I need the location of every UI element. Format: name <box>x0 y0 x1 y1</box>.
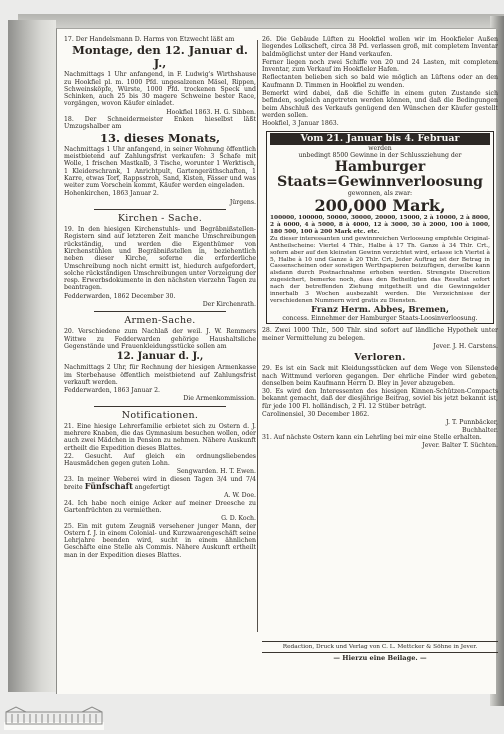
notice-18-date: 13. dieses Monats, <box>99 130 220 145</box>
notice-18-sign2: Jürgens. <box>229 198 256 206</box>
notice-20-date: 12. Januar d. J., <box>116 351 204 363</box>
notice-23-sign: A. W. Doe. <box>224 492 256 500</box>
lottery-werden: werden <box>368 144 392 152</box>
lottery-prizes: 100000, 100000, 50000, 30000, 20000, 15000, 2 à 10000, 2 à 8000, 2 à 6000, 4 à 5000, 8 à 4000, 12 à 3000, 30 à 2000, 100 à 1000, 180 500, 100 à 200 Mark etc. etc. <box>270 215 490 235</box>
lottery-agent: concess. Einnehmer der Hamburger Staats-Loosinverloosung. <box>282 314 478 322</box>
right-column <box>262 36 498 636</box>
lottery-heading-2: Staats=Gewinnverloosung <box>277 173 483 190</box>
book-left-edge <box>8 20 56 692</box>
footer-beilage: — Hierzu eine Beilage. — <box>333 654 427 662</box>
footer-rule <box>262 652 498 653</box>
lottery-banner: Vom 21. Januar bis 4. Februar <box>270 133 490 145</box>
lottery-name: Franz Herm. Abbes, Bremen, <box>311 304 449 315</box>
section-armen: Armen-Sache. <box>124 315 196 327</box>
separator <box>94 209 226 210</box>
page-footer <box>262 640 498 663</box>
notice-31: 31. Auf nächste Ostern kann ein Lehrling bei mir eine Stelle erhalten. <box>262 433 482 441</box>
left-column <box>64 36 256 636</box>
notice-26: 26. Die Gebäude Lüften zu Hookfiel wollen wir im Hookfieler Außen liegendes Lolkscheft, circa 38 Pd. verlassen groß, mit completem Inventar baldmöglichst unter der Hand verkaufen. <box>262 36 498 58</box>
separator <box>94 406 226 407</box>
lottery-advert <box>266 131 494 325</box>
notice-28: 28. Zwei 1000 Thlr., 500 Thlr. sind sofort auf ländliche Hypothek unter meiner Vermittelung zu belegen. <box>262 327 498 342</box>
notice-20-sign2: Die Armenkommission. <box>183 395 256 403</box>
notice-31-sign: Jever. Balter T. Süchten. <box>422 442 498 450</box>
notice-24-sign: G. D. Koch. <box>221 515 256 523</box>
section-kirchen: Kirchen - Sache. <box>117 213 203 225</box>
notice-18-sign: Hohenkirchen, 1863 Januar 2. <box>64 190 159 198</box>
notice-19-sign: Fedderwarden, 1862 December 30. <box>64 292 176 300</box>
notice-26-sign: Hookfiel, 3 Januar 1863. <box>262 120 339 128</box>
notice-20: 20. Verschiedene zum Nachlaß der weil. J. W. Remmers Wittwe zu Fedderwarden gehörige Haushaltsliche Gegenstände und Frauenkleidungsstücke sollen am <box>64 328 256 350</box>
notice-20-sign: Fedderwarden, 1863 Januar 2. <box>64 387 161 395</box>
section-notificationen: Notificationen. <box>121 409 199 421</box>
notice-25: 25. Ein mit gutem Zeugniß versehener junger Mann, der Ostern f. J. in einem Colonial- und Kurzwaarengeschäft seine Lehrjahre beenden wird, sucht in einem ähnlichen Geschäfte eine Stelle als Commis. Nähere Auskunft ertheilt man in der Expedition dieses Blattes. <box>64 522 256 559</box>
notice-28-sign: Jever. J. H. Carstens. <box>433 342 498 350</box>
notice-30-sign: Carolinensiel, 30 December 1862. <box>262 411 370 419</box>
notice-23 <box>64 476 256 492</box>
notice-20-body: Nachmittags 2 Uhr, für Rechnung der hiesigen Armenkasse im Sterbehause öffentlich meistbietend auf Zahlungsfrist verkauft werden. <box>64 364 256 386</box>
notice-29: 29. Es ist ein Sack mit Kleidungsstücken auf dem Wege von Silenstede nach Wittmund verloren gegangen. Der ehrliche Finder wird gebeten, denselben beim Kaufmann Herrn D. Bley in Jever abzugeben. <box>262 365 498 387</box>
notice-19: 19. In den hiesigen Kirchenstuhls- und Begräbnißstellen-Registern sind auf letzteren Zeit manche Umschreibungen rückständig, und werden die Eigenthümer von Kirchenstühlen und Begräbnißstellen in, beziehentlich neben dieser Kirche, soferne die erforderliche Umschreibung noch nicht ermitt ist, hiedurch aufgefordert, solche rückständigen Umschreibungen unter Vorzeigung der resp. Erwerbsdokumente in den nächsten vierzehn Tagen zu beantragen. <box>64 226 256 292</box>
column-rule <box>257 40 258 632</box>
lottery-line1: unbedingt 8500 Gewinne in der Schlussziehung der <box>298 152 462 160</box>
notice-22: 22. Gesucht. Auf gleich ein ordnungsliebendes Hausmädchen gegen guten Lohn. <box>64 452 256 468</box>
notice-26-c: Reflectanten belieben sich so bald wie möglich an Lüftens oder an den Kaufmann D. Timmen in Hookfiel zu wenden. <box>262 74 498 89</box>
notice-18-body: Nachmittags 1 Uhr anfangend, in seiner Wohnung öffentlich meistbietend auf Zahlungsfrist verkaufen: 3 Schafe mit Wolle, 1 frischen Mastkalb, 3 Tische, worunter 1 Werktisch, 1 Kleiderschrank, 1 Anrichtpult, Gartengeräthschaften, 1 Karre, etwas Torf, Rappsstroh, Sand, Kisten, Fässer und was weiter zum Vorschein kommt, Käufer werden eingeladen. <box>64 145 256 190</box>
footer-rule <box>262 641 498 642</box>
footer-imprint: Redaction, Druck und Verlag von C. L. Mettcker & Söhne in Jever. <box>282 644 478 650</box>
lottery-gewonnen: gewonnen, als zwar: <box>347 189 413 197</box>
section-verloren: Verloren. <box>354 352 406 364</box>
notice-23-end: angefertigt <box>134 484 170 492</box>
notice-23-text: 23. In meiner Weberei wird in diesen Tagen 3/4 und 7/4 breite <box>64 475 256 492</box>
notice-17-sign: Hookfiel 1863. H. G. Sibben. <box>166 108 256 116</box>
notice-17-body: Nachmittags 1 Uhr anfangend, in F. Ludwig's Wirthshause zu Hookfiel pl. m. 1000 Pfd. ungesalzenen Mäsel, Rippen, Schweinsköpfe, Würste, 1000 Pfd. trockenen Speck und Schinken, auch 25 bis 30 magere Schweine bester Race, vorgängen, wovon Käufer einladet. <box>64 71 256 108</box>
notice-26-b: Ferner liegen noch zwei Schiffe von 20 und 24 Lasten, mit completem Inventar, zum Verkauf im Hookfieler Hafen. <box>262 58 498 74</box>
lottery-amount: 200,000 Mark, <box>314 196 446 216</box>
notice-17: 17. Der Handelsmann D. Harms von Etzwecht läßt am <box>64 36 235 43</box>
notice-23-big: Fünfschaft <box>84 481 133 492</box>
separator <box>94 311 226 312</box>
notice-21: 21. Eine hiesige Lehrerfamilie erbietet sich zu Ostern d. J. mehrere Knaben, die das Gymnasium besuchen wollen, oder auch zwei Mädchen in Pension zu nehmen. Nähere Auskunft ertheilt die Expedition dieses Blattes. <box>64 422 256 452</box>
notice-30: 30. Es wird den Interessenten des hiesigen Kinnen-Schützen-Compacts bekannt gemacht, daß der diesjährige Beitrag, soviel bis jetzt bekannt ist, für jede 100 Fl. holländisch, 2 Fl. 12 Stüber beträgt. <box>262 388 498 410</box>
notice-22-sign: Sengwarden. H. T. Ewen. <box>176 468 256 476</box>
lottery-body: Zu dieser interessanten und gewinnreichen Verloosung empfehle Original-Antheilscheine: Viertel 4 Thlr., Halbe à 17 Th. Ganze à 34 Thlr. Crt., sofern aber auf den kleinsten Gewinn verzichtet wird, erlasse ich Viertel à 5, Halbe à 10 und Ganze à 20 Thlr. Crt. Jeder Auftrag ist der Betrag in Cassenscheinen oder sonstigen Werthpapieren beizufügen, derselbe kann alsdann durch Postnachnahme erhoben werden. Strengste Discretion zugesichert, bemerke noch, dass den Betheiligten das Resultat sofort nach der betreffenden Ziehung mitgetheilt und die Gewinngelder innerhalb 3 Wochen ausbezahlt werden. Die Verzeichnisse der verschiedenen Nummern wird gratis zu Diensten. <box>270 235 490 304</box>
lottery-heading-1: Hamburger <box>334 158 426 175</box>
notice-24: 24. Ich habe noch einige Acker auf meiner Dreesche zu Gartenfrüchten zu vermiethen. <box>64 499 256 514</box>
notice-30-sign3: Buchhalter. <box>461 426 498 434</box>
notice-17-date: Montage, den 12. Januar d. J., <box>72 43 248 71</box>
notice-30-sign2: J. T. Punnbäcker, <box>446 419 498 427</box>
notice-18: 18. Der Schneidermeister Enken hieselbst läßt Umzugshalber am <box>64 116 256 131</box>
library-building-logo <box>4 706 104 730</box>
notice-26-d: Bemerkt wird dabei, daß die Schiffe in einem guten Zustande sich befinden, sogleich angetreten werden können, und daß die Bedingungen beim Abschluß des Verkaufs genügend den Wünschen der Käufer gestellt werden sollen. <box>262 90 498 119</box>
notice-19-sign2: Der Kirchenrath. <box>202 301 256 309</box>
